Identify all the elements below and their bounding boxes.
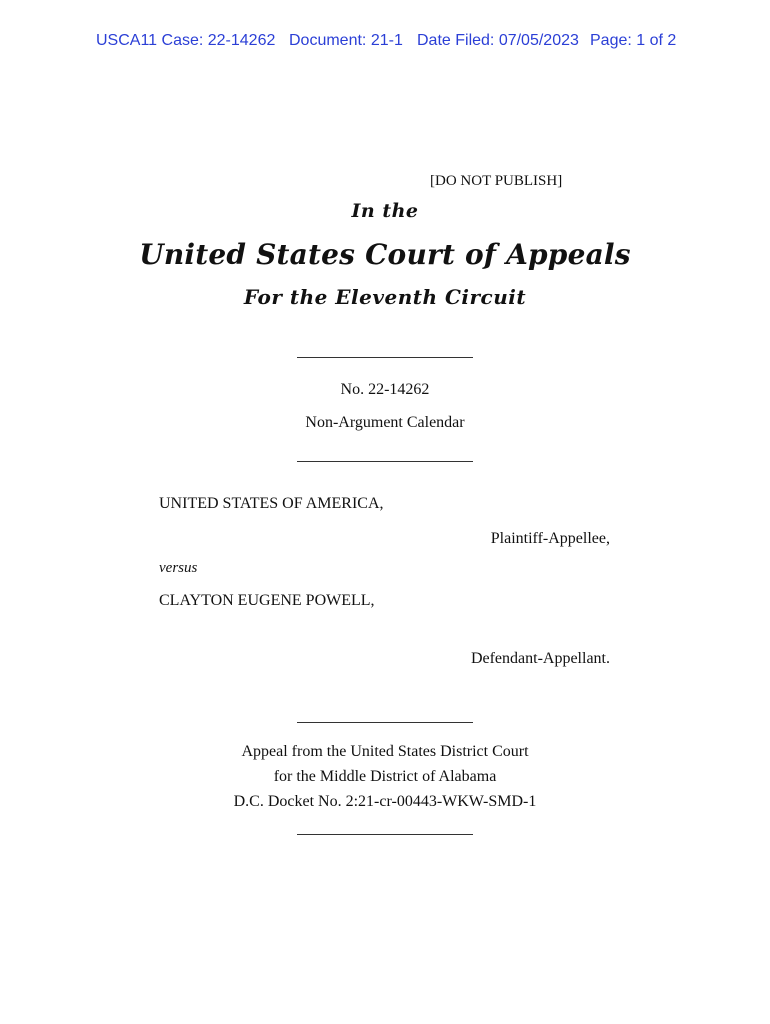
court-prefix: In the [351,200,419,222]
plaintiff-role: Plaintiff-Appellee, [490,530,610,547]
divider-rule [297,834,473,835]
header-page-count: Page: 1 of 2 [590,32,677,49]
defendant-role: Defendant-Appellant. [470,650,610,667]
versus-label: versus [159,560,198,576]
appeal-district-line: for the Middle District of Alabama [273,768,497,785]
court-name: United States Court of Appeals [139,238,631,271]
divider-rule [297,357,473,358]
publication-status: [DO NOT PUBLISH] [430,173,563,189]
docket-number: D.C. Docket No. 2:21-cr-00443-WKW-SMD-1 [233,793,537,810]
defendant-name: CLAYTON EUGENE POWELL, [159,592,375,609]
calendar-type: Non-Argument Calendar [305,414,465,431]
court-circuit: For the Eleventh Circuit [243,285,527,309]
header-date-filed: Date Filed: 07/05/2023 [417,32,579,49]
plaintiff-name: UNITED STATES OF AMERICA, [159,495,384,512]
appeal-origin-line: Appeal from the United States District Court [241,743,529,760]
case-number: No. 22-14262 [340,381,430,398]
header-case-number: USCA11 Case: 22-14262 [96,32,276,49]
header-document-number: Document: 21-1 [289,32,403,49]
filing-header-stamp [0,32,770,54]
divider-rule [297,722,473,723]
divider-rule [297,461,473,462]
